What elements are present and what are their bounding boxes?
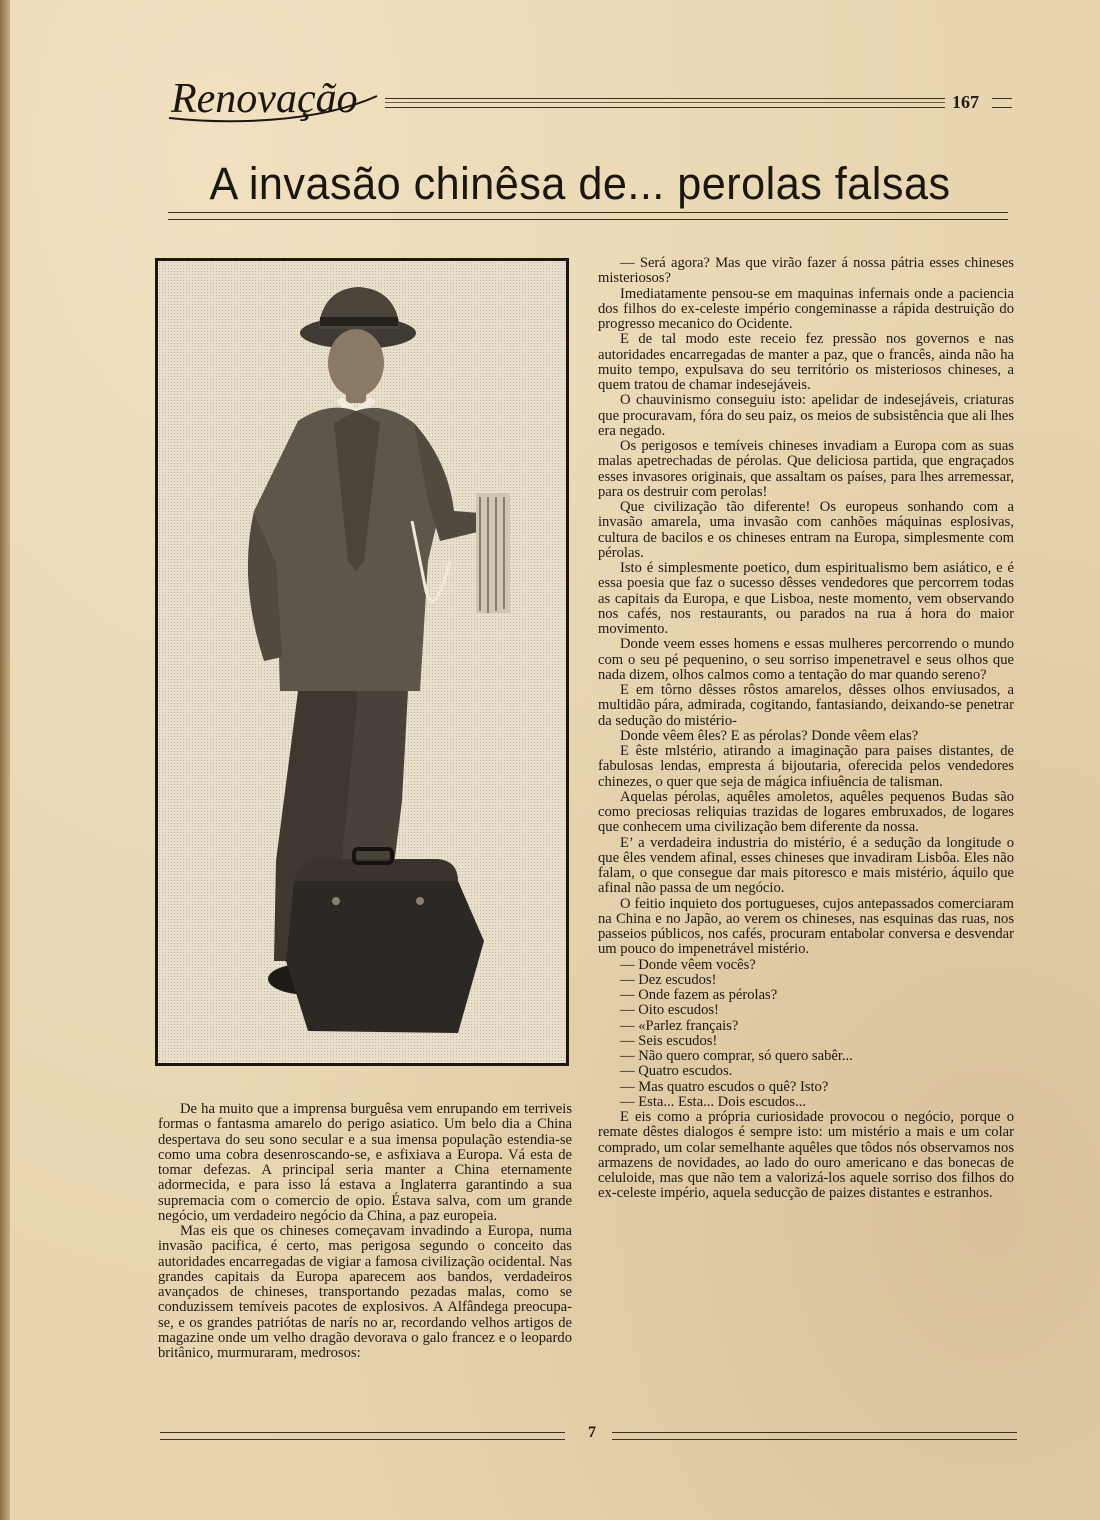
header-rule <box>385 98 945 108</box>
dialogue-line: — Quatro escudos. <box>620 1063 733 1080</box>
page-number: 167 <box>952 92 979 112</box>
paragraph: E êste mlstério, atirando a imaginação para paises distantes, de fabulosas lendas, empresta á bijoutaria, oferecida pelos vendedores chinezes, o quer que seja de mágica infiuência de talisman. <box>598 743 1014 790</box>
dialogue-line: — Dez escudos! <box>620 971 717 988</box>
paragraph: Isto é simplesmente poetico, dum espiritualismo bem asiático, e é essa poesia que faz o sucesso dêsses vendedores que percorrem todas as capitais da Europa, e que Lisboa, neste momento, vem observando nos cafés, nos restaurants, ou parados na rua á hora do maior movimento. <box>598 560 1014 637</box>
masthead-logo <box>165 68 385 128</box>
masthead-script-icon <box>165 68 385 128</box>
header-rule-inner <box>385 102 945 103</box>
paragraph: E de tal modo este receio fez pressão nos governos e nas autoridades encarregadas de manter a paz, que o francês, ainda não ha muito tempo, expulsava do seu território os misteriosos chineses, a quem tratou de chamar indesejáveis. <box>598 331 1014 393</box>
footer-rule-left <box>160 1432 565 1440</box>
dialogue-line: — Donde vêem vocês? <box>620 956 756 973</box>
paragraph: Donde veem esses homens e essas mulheres percorrendo o mundo com o seu pé pequenino, o seu sorriso impenetravel e seus olhos que nada dizem, olhos calmos como a tentação do mar quando sereno? <box>598 636 1014 683</box>
dialogue-line: — Seis escudos! <box>620 1032 718 1049</box>
paragraph: — Será agora? Mas que virão fazer á nossa pátria esses chineses misteriosos? <box>598 255 1014 287</box>
dialogue-line: — «Parlez français? <box>620 1017 739 1034</box>
folio-number: 7 <box>588 1424 596 1441</box>
footer-rule-right <box>612 1432 1017 1440</box>
dialogue-line: — Oito escudos! <box>620 1002 719 1019</box>
title-rule <box>168 212 1008 220</box>
photo-chinese-vendor <box>158 261 566 1063</box>
photograph <box>155 258 569 1066</box>
closing-paragraph: E eis como a própria curiosidade provocou o negócio, porque o remate dêstes dialogos é sempre isto: um mistério a mais e um colar comprado, um colar semelhante aquêles que tôdos nós observamos nos armazens de novidades, ao lado do ouro americano e das bonecas de celuloide, mas que não tem a valorizá-los aquele sorriso dos filhos do ex-celeste império, aquela seducção de paizes distantes e estranhos. <box>598 1109 1014 1202</box>
article-title: A invasão chinêsa de... perolas falsas <box>209 158 951 209</box>
dialogue-line: — Não quero comprar, só quero sabêr... <box>620 1048 853 1064</box>
masthead-text: Renovação <box>171 76 358 122</box>
right-column <box>598 256 1014 1202</box>
paragraph: Mas eis que os chineses começavam invadindo a Europa, numa invasão pacifica, é certo, mas perigosa segundo o conceito das autoridades encarregadas de vigiar a famosa civilização ocidental. Nas grandes capitais da Europa aparecem aos bandos, verdadeiros avançados de chineses, transportando pezadas malas, como se conduzissem temíveis pacotes de explosivos. A Alfândega preocupa-se, e os grandes patriótas de narís no ar, recordando velhos artigos de magazine onde um velho dragão devorava o galo francez e o leopardo britânico, murmuraram, medrosos: <box>158 1223 572 1361</box>
page-edge <box>0 0 10 1520</box>
header-rule-end <box>992 98 1012 108</box>
paragraph: O feitio inquieto dos portugueses, cujos antepassados comerciaram na China e no Japão, ao verem os chineses, nas esquinas das ruas, nos passeios públicos, nos cafés, procuram entabolar conversa e desvendar um pouco do impenetrável mistério. <box>598 895 1014 958</box>
paragraph: Que civilização tão diferente! Os europeus sonhando com a invasão amarela, uma invasão com canhões máquinas esplosivas, cultura de bacilos e os chineses entram na Europa, simplesmente com pérolas. <box>598 499 1014 561</box>
paragraph: Imediatamente pensou-se em maquinas infernais onde a paciencia dos filhos do ex-celeste império congeminasse a rápida destruição do progresso mecanico do Ocidente. <box>598 285 1014 332</box>
paragraph: De ha muito que a imprensa burguêsa vem enrupando em terriveis formas o fantasma amarelo do perigo asiatico. Um belo dia a China despertava do seu sono secular e a sua imensa população estendia-se como uma cobra desenroscando-se, e asfixiava a Europa. Vá esta de tomar defezas. A principal seria manter a China eternamente adormecida, e para isso lá estava a Inglaterra garantindo a sua supremacia com o comercio de opio. Éstava salva, com um grande negócio, um verdadeiro negócio da China, a paz europeia. <box>158 1101 572 1224</box>
paragraph: Os perigosos e temíveis chineses invadiam a Europa com as suas malas apetrechadas de pérolas. Que deliciosa partida, que engraçados esses invasores originais, que assaltam os países, para lhes arremessar, para os destruir com perolas! <box>598 438 1014 500</box>
dialogue-line: — Onde fazem as pérolas? <box>620 987 778 1003</box>
paragraph: E em tôrno dêsses rôstos amarelos, dêsses olhos enviusados, a multidão pára, admirada, cogitando, fantasiando, deixando-se penetrar da sedução do mistério- <box>598 682 1014 729</box>
paragraph: Donde vêem êles? E as pérolas? Donde vêem elas? <box>620 727 919 744</box>
dialogue-line: — Mas quatro escudos o quê? Isto? <box>620 1078 829 1095</box>
paragraph: Aquelas pérolas, aquêles amoletos, aquêles pequenos Budas são como preciosas reliquias trazidas de logares embruxados, de logares que conhecem uma civilização bem diferente da nossa. <box>598 788 1014 836</box>
dialogue-line: — Esta... Esta... Dois escudos... <box>620 1093 807 1110</box>
paragraph: O chauvinismo conseguiu isto: apelidar de indesejáveis, criaturas que procuravam, fóra do seu paiz, os meios de subsistência que ali lhes era negado. <box>598 392 1014 439</box>
paragraph: E’ a verdadeira industria do mistério, é a sedução da longitude o que êles vendem afinal, esses chineses que invadiram Lisbôa. Eles não falam, o que consegue dar mais pitoresco e mais mistério, áquilo que afinal não passa de um negócio. <box>598 834 1014 897</box>
left-column <box>158 1102 572 1361</box>
